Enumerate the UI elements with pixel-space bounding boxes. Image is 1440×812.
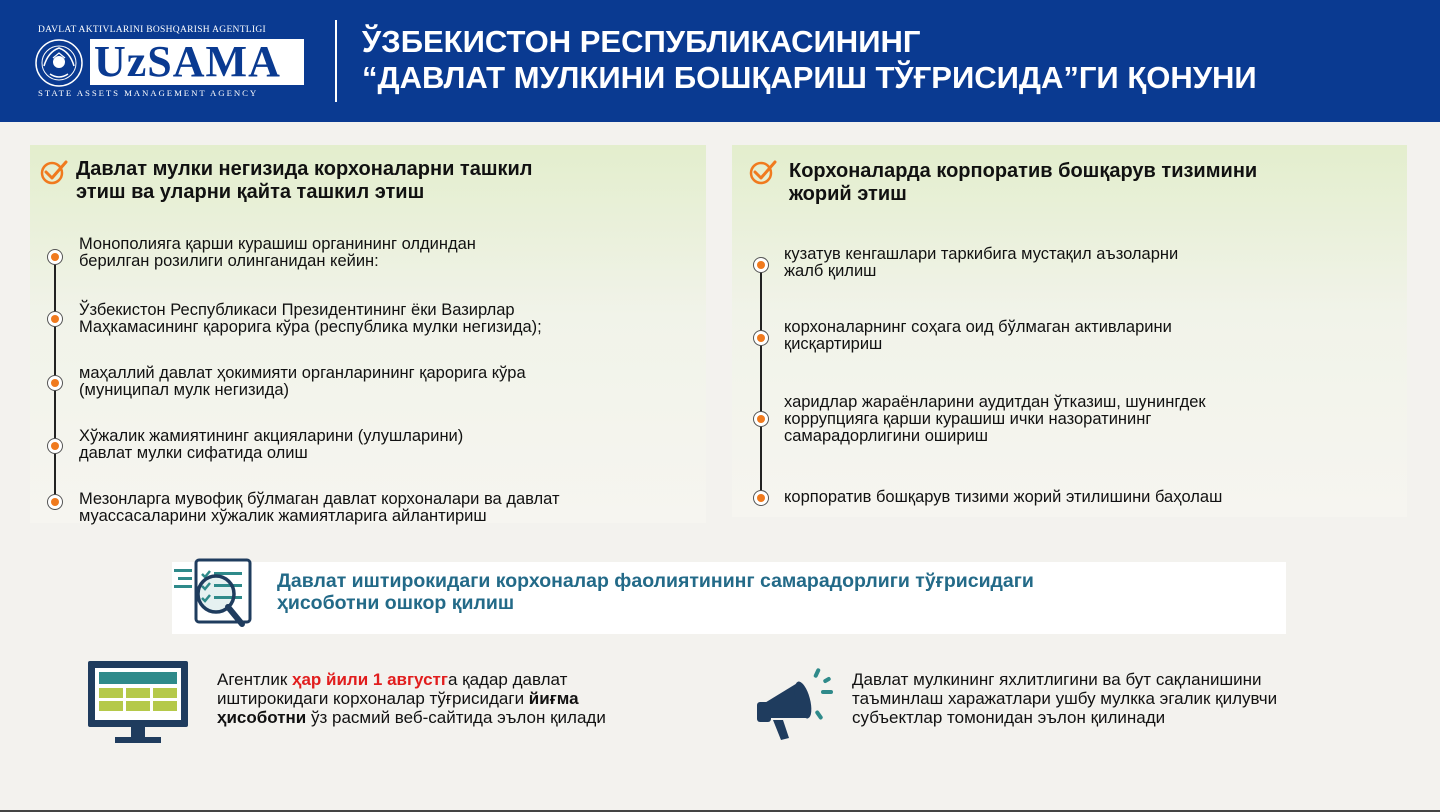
- bullet-icon: [753, 490, 769, 506]
- bullet-icon: [753, 330, 769, 346]
- list-item-line: харидлар жараёнларини аудитдан ўтказиш, шунингдек: [784, 393, 1206, 411]
- list-item-line: корпоратив бошқарув тизими жорий этилишини баҳолаш: [784, 488, 1223, 506]
- list-item: [79, 236, 476, 270]
- list-item-line: Ўзбекистон Республикаси Президентининг ёки Вазирлар: [79, 301, 515, 319]
- list-item-line: Хўжалик жамиятининг акцияларини (улушларини): [79, 427, 464, 445]
- page-title-line1: ЎЗБЕКИСТОН РЕСПУБЛИКАСИНИНГ: [362, 24, 921, 59]
- expense-note-line: субъектлар томонидан эълон қилинади: [852, 708, 1166, 727]
- list-item-line: давлат мулки сифатида олиш: [79, 444, 308, 462]
- bullet-icon: [47, 438, 63, 454]
- list-item-line: Мезонларга мувофиқ бўлмаган давлат корхоналари ва давлат: [79, 490, 560, 508]
- checkmark-circle-icon: [749, 159, 777, 185]
- right-timeline: [760, 260, 762, 500]
- bullet-icon: [47, 375, 63, 391]
- header-divider: [335, 20, 337, 102]
- list-item-line: жалб қилиш: [784, 262, 877, 280]
- list-item: [784, 394, 1206, 445]
- header-bar: [0, 0, 1440, 122]
- right-panel: [732, 145, 1407, 517]
- left-panel-title-line2: этиш ва уларни қайта ташкил этиш: [76, 181, 425, 203]
- list-item: [784, 319, 1172, 353]
- left-panel: [30, 145, 706, 523]
- list-item: [79, 365, 526, 399]
- right-panel-title-line2: жорий этиш: [789, 183, 907, 205]
- emblem-icon: [34, 38, 84, 88]
- publication-note-line1: [217, 670, 606, 689]
- page-title: [362, 24, 1257, 96]
- list-item-line: кузатув кенгашлари таркибига мустақил аъзоларни: [784, 245, 1179, 263]
- bullet-icon: [47, 249, 63, 265]
- list-item-line: самарадорлигини ошириш: [784, 427, 988, 445]
- expense-note: [852, 670, 1277, 727]
- report-banner: [172, 562, 1286, 634]
- publication-note-line2: [217, 689, 606, 708]
- list-item-line: коррупцияга қарши курашиш ички назоратининг: [784, 410, 1152, 428]
- logo-top-text: DAVLAT AKTIVLARINI BOSHQARISH AGENTLIGI: [38, 25, 266, 35]
- text-fragment: иштирокидаги корхоналар тўғрисидаги: [217, 689, 529, 708]
- list-item-line: Маҳкамасининг қарорига кўра (республика мулки негизида);: [79, 318, 542, 336]
- bullet-icon: [753, 257, 769, 273]
- list-item: [79, 491, 560, 525]
- checkmark-circle-icon: [40, 159, 68, 185]
- deadline-highlight: ҳар йили 1 августг: [292, 670, 448, 689]
- publication-note: [217, 670, 606, 727]
- uzsama-logo[interactable]: [34, 22, 306, 102]
- list-item: [79, 302, 542, 336]
- report-title: [277, 570, 1034, 614]
- bold-fragment: йиғма: [528, 689, 579, 708]
- list-item-line: (муниципал мулк негизида): [79, 381, 290, 399]
- bullet-icon: [47, 311, 63, 327]
- right-panel-title: [789, 160, 1257, 206]
- list-item-line: Монополияга қарши курашиш органининг олдиндан: [79, 235, 476, 253]
- left-panel-title-line1: Давлат мулки негизида корхоналарни ташкил: [76, 158, 533, 180]
- list-item: [79, 428, 463, 462]
- report-title-line2: ҳисоботни ошкор қилиш: [277, 592, 515, 614]
- bullet-icon: [47, 494, 63, 510]
- logo-name: UzSAMA: [94, 37, 281, 86]
- bold-fragment: ҳисоботни: [217, 708, 307, 727]
- expense-note-line: таъминлаш харажатлари ушбу мулкка эгалик қилувчи: [852, 689, 1278, 708]
- list-item: [784, 246, 1178, 280]
- left-panel-title: [76, 158, 533, 204]
- list-item-line: берилган розилиги олинганидан кейин:: [79, 252, 379, 270]
- text-fragment: ўз расмий веб-сайтида эълон қилади: [306, 708, 606, 727]
- list-item-line: маҳаллий давлат ҳокимияти органларининг қарорига кўра: [79, 364, 526, 382]
- megaphone-icon: [755, 660, 835, 744]
- report-title-line1: Давлат иштирокидаги корхоналар фаолиятининг самарадорлиги тўғрисидаги: [277, 570, 1034, 592]
- text-fragment: Агентлик: [217, 670, 292, 689]
- report-magnifier-icon: [172, 554, 262, 634]
- list-item: [784, 489, 1222, 506]
- text-fragment: а қадар давлат: [447, 670, 568, 689]
- logo-bottom-text: STATE ASSETS MANAGEMENT AGENCY: [38, 88, 259, 98]
- page-title-line2: “ДАВЛАТ МУЛКИНИ БОШҚАРИШ ТЎҒРИСИДА”ГИ ҚОНУНИ: [362, 60, 1257, 95]
- publication-note-line3: [217, 708, 606, 727]
- list-item-line: муассасаларини хўжалик жамиятларига айлантириш: [79, 507, 487, 525]
- list-item-line: корхоналарнинг соҳага оид бўлмаган активларини: [784, 318, 1172, 336]
- expense-note-line: Давлат мулкининг яхлитлигини ва бут сақланишини: [852, 670, 1262, 689]
- list-item-line: қисқартириш: [784, 335, 883, 353]
- monitor-icon: [87, 660, 189, 746]
- bullet-icon: [753, 411, 769, 427]
- right-panel-title-line1: Корхоналарда корпоратив бошқарув тизимини: [789, 160, 1258, 182]
